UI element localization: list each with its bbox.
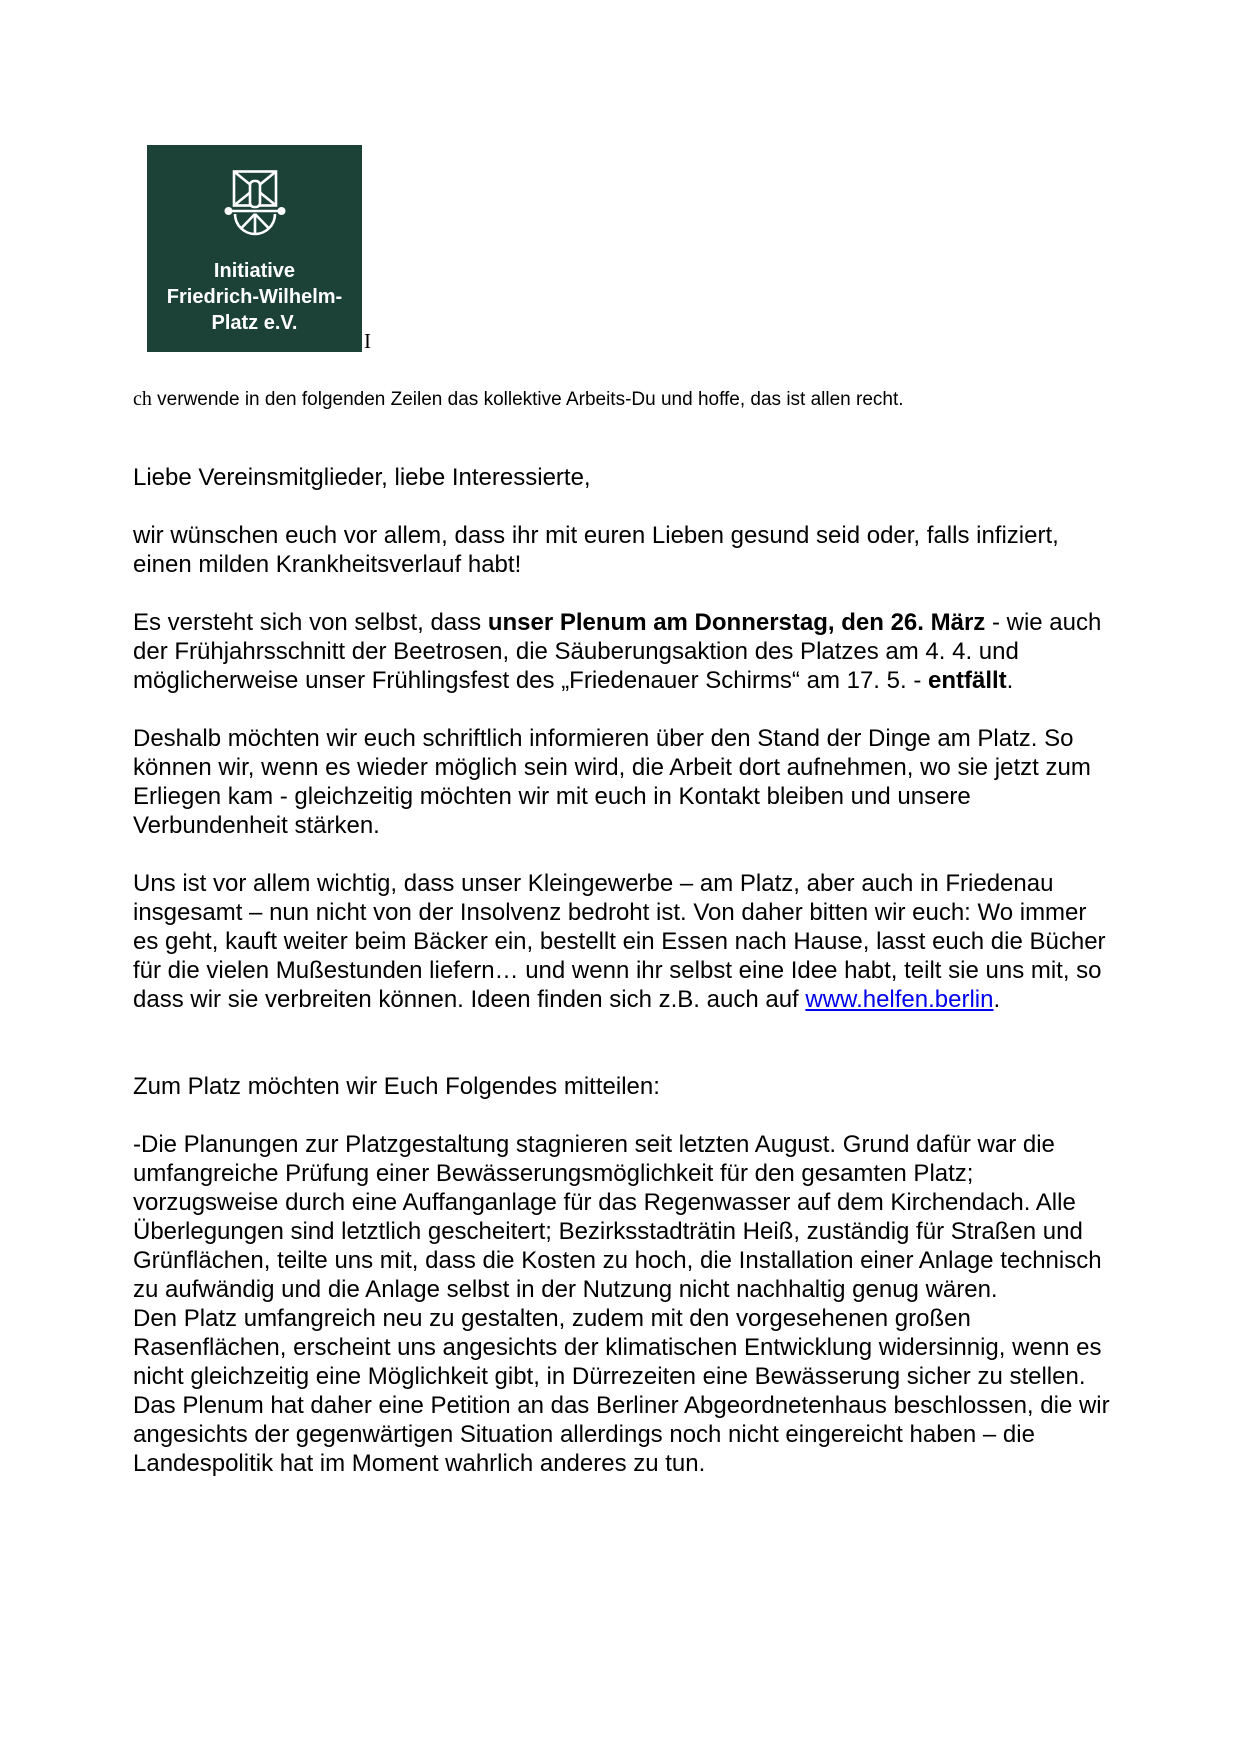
helfen-berlin-link[interactable]: www.helfen.berlin (805, 986, 994, 1013)
intro-initial-letter: I (364, 329, 371, 353)
letter-body (133, 463, 1115, 1478)
plenum-date-bold: unser Plenum am Donnerstag, den 26. März (487, 609, 986, 636)
intro-note (133, 388, 1115, 411)
logo-line-2: Friedrich-Wilhelm- (166, 286, 343, 308)
intro-note-rest: verwende in den folgenden Zeilen das kollektive Arbeits-Du und hoffe, das ist allen recht. (151, 389, 904, 410)
paragraph-zum-platz: Zum Platz möchten wir Euch Folgendes mitteilen: (133, 1073, 660, 1100)
paragraph-kleingewerbe (133, 869, 1115, 1014)
org-logo (147, 145, 362, 352)
plenum-cancel-bold: entfällt (927, 667, 1007, 694)
paragraph-plenum (133, 608, 1115, 695)
logo-line-1: Initiative (213, 260, 296, 282)
plenum-text-pre: Es versteht sich von selbst, dass (133, 609, 488, 636)
plenum-text-mid: - wie auch der Frühjahrsschnitt der Beetrosen, die Säuberungsaktion des Platzes am 4. 4. und möglicherweise unser Frühlingsfest des „Friedenauer Schirms“ am 17. 5. - (133, 609, 1102, 694)
intro-note-serif-part: ch (133, 388, 152, 410)
logo-row (147, 145, 1115, 352)
paragraph-den-platz: Den Platz umfangreich neu zu gestalten, zudem mit den vorgesehenen großen Rasenflächen, erscheint uns angesichts der klimatischen Entwicklung widersinnig, wenn es nicht gleichzeitig eine Möglichkeit gibt, in Dürrezeiten eine Bewässerung sicher zu stellen. Das Plenum hat daher eine Petition an das Berliner Abgeordnetenhaus beschlossen, die wir angesichts der gegenwärtigen Situation allerdings noch nicht eingereicht haben – die Landespolitik hat im Moment wahrlich anderes zu tun. (133, 1305, 1110, 1477)
paragraph-deshalb: Deshalb möchten wir euch schriftlich informieren über den Stand der Dinge am Platz. So können wir, wenn es wieder möglich sein wird, die Arbeit dort aufnehmen, wo sie jetzt zum Erliegen kam - gleichzeitig möchten wir mit euch in Kontakt bleiben und unsere Verbundenheit stärken. (133, 725, 1091, 839)
logo-line-3: Platz e.V. (211, 312, 298, 334)
kleingewerbe-text-post: . (993, 986, 1001, 1013)
salutation: Liebe Vereinsmitglieder, liebe Interessierte, (133, 464, 591, 491)
kleingewerbe-text-pre: Uns ist vor allem wichtig, dass unser Kleingewerbe – am Platz, aber auch in Friedenau insgesamt – nun nicht von der Insolvenz bedroht ist. Von daher bitten wir euch: Wo immer es geht, kauft weiter beim Bäcker ein, bestellt ein Essen nach Hause, lasst euch die Bücher für die vielen Mußestunden liefern… und wenn ihr selbst eine Idee habt, teilt sie uns mit, so dass wir sie verbreiten können. Ideen finden sich z.B. auch auf (133, 870, 1106, 1013)
crest-icon (224, 170, 286, 244)
logo-text (167, 258, 342, 336)
paragraph-planungen: -Die Planungen zur Platzgestaltung stagnieren seit letzten August. Grund dafür war die umfangreiche Prüfung einer Bewässerungsmöglichkeit für den gesamten Platz; vorzugsweise durch eine Auffanganlage für das Regenwasser auf dem Kirchendach. Alle Überlegungen sind letztlich gescheitert; Bezirksstadträtin Heiß, zuständig für Straßen und Grünflächen, teilte uns mit, dass die Kosten zu hoch, die Installation einer Anlage technisch zu aufwändig und die Anlage selbst in der Nutzung nicht nachhaltig genug wären. (133, 1131, 1102, 1303)
paragraph-wish: wir wünschen euch vor allem, dass ihr mit euren Lieben gesund seid oder, falls infiziert, einen milden Krankheitsverlauf habt! (133, 522, 1059, 578)
plenum-text-post: . (1006, 667, 1014, 694)
